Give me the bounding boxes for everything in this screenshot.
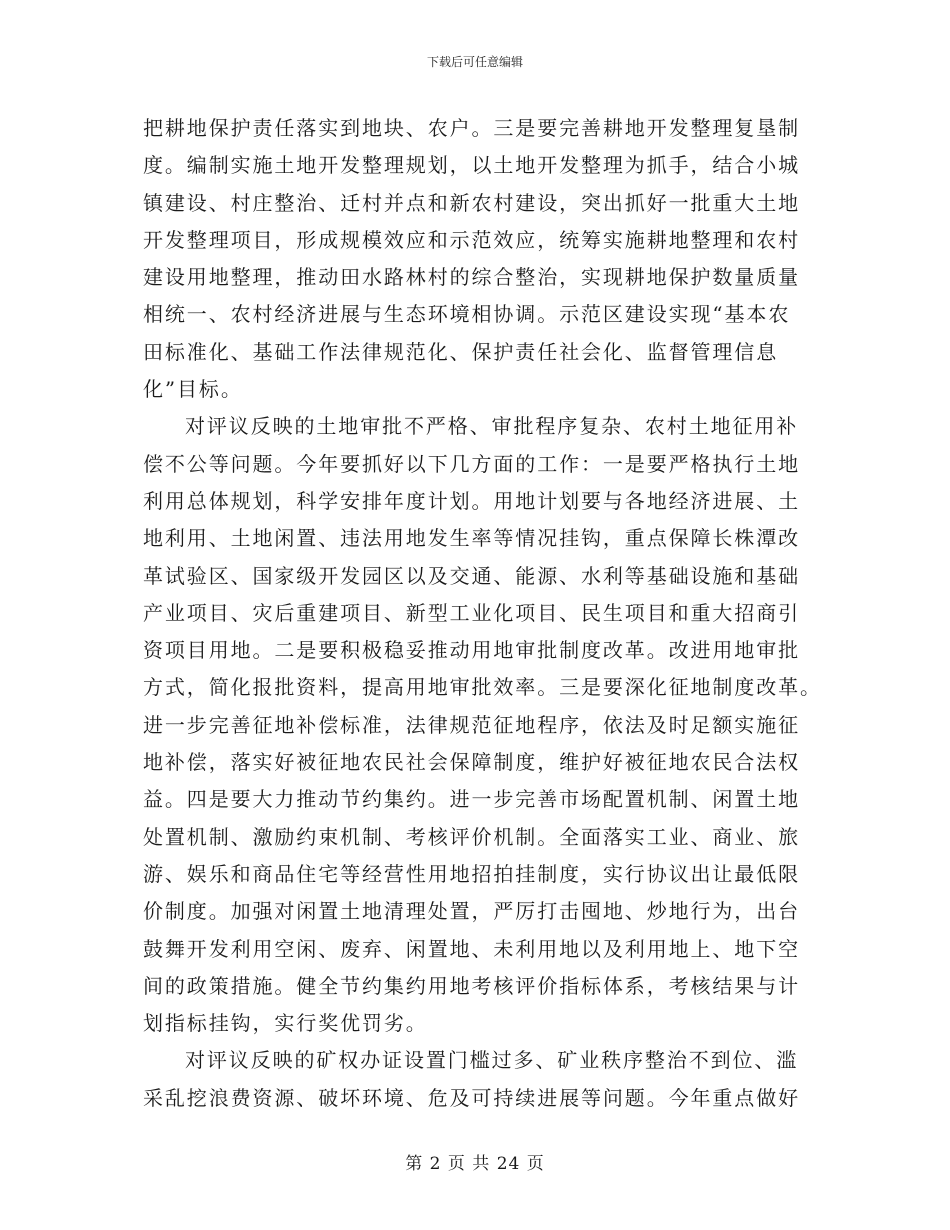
page-footer: 第 2 页 共 24 页	[405, 1154, 545, 1174]
text-line: 镇建设、村庄整治、迁村并点和新农村建设，突出抓好一批重大土地	[143, 190, 800, 215]
text-line: 偿不公等问题。今年要抓好以下几方面的工作：一是要严格执行土地	[143, 451, 800, 476]
text-line: 地利用、土地闲置、违法用地发生率等情况挂钩，重点保障长株潭改	[143, 526, 800, 551]
text-line: 处置机制、激励约束机制、考核评价机制。全面落实工业、商业、旅	[143, 824, 800, 849]
text-line: 方式，简化报批资料，提高用地审批效率。三是要深化征地制度改革。	[143, 675, 822, 700]
text-line: 化”目标。	[143, 377, 243, 402]
text-line: 田标准化、基础工作法律规范化、保护责任社会化、监督管理信息	[143, 339, 779, 364]
text-line: 价制度。加强对闲置土地清理处置，严厉打击囤地、炒地行为，出台	[143, 899, 800, 924]
text-line: 建设用地整理，推动田水路林村的综合整治，实现耕地保护数量质量	[143, 265, 800, 290]
text-line: 进一步完善征地补偿标准，法律规范征地程序，依法及时足额实施征	[143, 712, 800, 737]
text-line: 间的政策措施。健全节约集约用地考核评价指标体系，考核结果与计	[143, 973, 800, 998]
text-line: 鼓舞开发利用空闲、废弃、闲置地、未利用地以及利用地上、地下空	[143, 936, 800, 961]
text-line: 资项目用地。二是要积极稳妥推动用地审批制度改革。改进用地审批	[143, 638, 800, 663]
text-line: 游、娱乐和商品住宅等经营性用地招拍挂制度，实行协议出让最低限	[143, 861, 800, 886]
page-header: 下载后可任意编辑	[426, 55, 523, 69]
text-line: 产业项目、灾后重建项目、新型工业化项目、民生项目和重大招商引	[143, 600, 800, 625]
text-line: 把耕地保护责任落实到地块、农户。三是要完善耕地开发整理复垦制	[143, 116, 800, 140]
paragraph-start-line: 对评议反映的土地审批不严格、审批程序复杂、农村土地征用补	[185, 414, 799, 439]
text-line: 地补偿，落实好被征地农民社会保障制度，维护好被征地农民合法权	[143, 750, 800, 775]
text-line: 革试验区、国家级开发园区以及交通、能源、水利等基础设施和基础	[143, 563, 800, 588]
text-line: 开发整理项目，形成规模效应和示范效应，统筹实施耕地整理和农村	[143, 227, 800, 252]
text-line: 划指标挂钩，实行奖优罚劣。	[143, 1011, 428, 1036]
text-line: 度。编制实施土地开发整理规划，以土地开发整理为抓手，结合小城	[143, 153, 800, 178]
text-line: 益。四是要大力推动节约集约。进一步完善市场配置机制、闲置土地	[143, 787, 800, 812]
text-line: 采乱挖浪费资源、破坏环境、危及可持续进展等问题。今年重点做好	[143, 1085, 800, 1110]
paragraph-start-line: 对评议反映的矿权办证设置门槛过多、矿业秩序整治不到位、滥	[185, 1048, 799, 1073]
text-line: 利用总体规划，科学安排年度计划。用地计划要与各地经济进展、土	[143, 488, 800, 513]
text-line: 相统一、农村经济进展与生态环境相协调。示范区建设实现“基本农	[143, 302, 791, 327]
document-body	[143, 110, 822, 1117]
